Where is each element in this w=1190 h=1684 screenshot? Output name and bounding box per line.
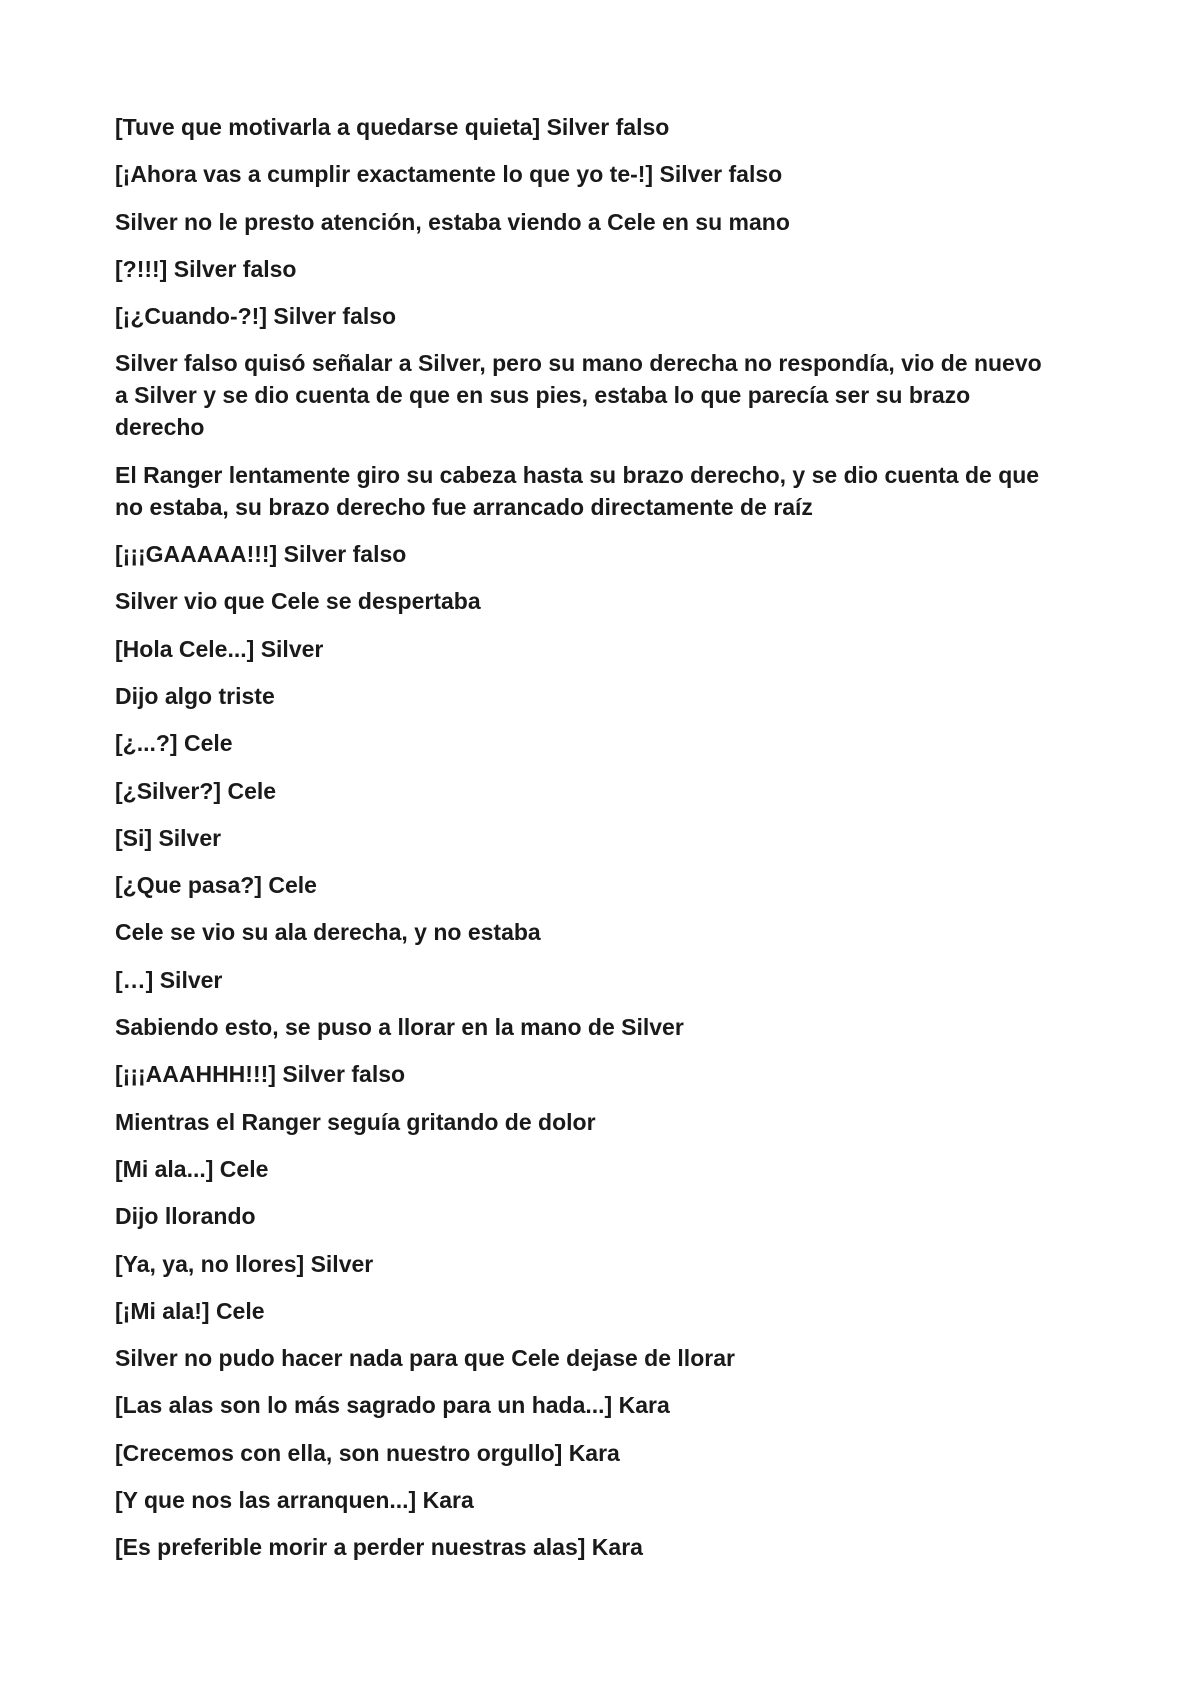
paragraph: El Ranger lentamente giro su cabeza hasta su brazo derecho, y se dio cuenta de que no estaba, su brazo derecho fue arrancado directamente de raíz: [115, 461, 1040, 520]
paragraph: [¿Que pasa?] Cele: [115, 872, 317, 899]
paragraph: […] Silver: [115, 966, 223, 993]
paragraph: [¡Ahora vas a cumplir exactamente lo que yo te-!] Silver falso: [115, 161, 783, 188]
paragraph: Mientras el Ranger seguía gritando de dolor: [115, 1108, 596, 1135]
paragraph: Silver no le presto atención, estaba viendo a Cele en su mano: [115, 208, 790, 235]
paragraph: [Las alas son lo más sagrado para un hada...] Kara: [115, 1392, 670, 1419]
paragraph: Cele se vio su ala derecha, y no estaba: [115, 919, 541, 946]
paragraph: [Mi ala...] Cele: [115, 1155, 269, 1182]
paragraph: [Es preferible morir a perder nuestras alas] Kara: [115, 1534, 643, 1561]
paragraph: Silver no pudo hacer nada para que Cele dejase de llorar: [115, 1345, 735, 1372]
paragraph: Dijo algo triste: [115, 682, 275, 709]
paragraph: Sabiendo esto, se puso a llorar en la mano de Silver: [115, 1014, 684, 1041]
paragraph: [¡¿Cuando-?!] Silver falso: [115, 303, 397, 330]
paragraph: [¡Mi ala!] Cele: [115, 1297, 265, 1324]
paragraph: [Ya, ya, no llores] Silver: [115, 1250, 374, 1277]
document-body: [115, 111, 1050, 1579]
paragraph: [Y que nos las arranquen...] Kara: [115, 1487, 474, 1514]
paragraph: Dijo llorando: [115, 1203, 256, 1230]
paragraph: [Si] Silver: [115, 824, 222, 851]
paragraph: [?!!!] Silver falso: [115, 255, 297, 282]
paragraph: [Crecemos con ella, son nuestro orgullo] Kara: [115, 1439, 620, 1466]
paragraph: Silver vio que Cele se despertaba: [115, 588, 481, 615]
paragraph: [¡¡¡AAAHHH!!!] Silver falso: [115, 1061, 406, 1088]
paragraph: [Tuve que motivarla a quedarse quieta] Silver falso: [115, 114, 670, 140]
paragraph: [¿...?] Cele: [115, 730, 233, 757]
paragraph: Silver falso quisó señalar a Silver, pero su mano derecha no respondía, vio de nuevo a Silver y se dio cuenta de que en sus pies, estaba lo que parecía ser su brazo derecho: [115, 350, 1042, 441]
paragraph: [Hola Cele...] Silver: [115, 635, 324, 662]
paragraph: [¡¡¡GAAAAA!!!] Silver falso: [115, 541, 407, 568]
paragraph: [¿Silver?] Cele: [115, 777, 277, 804]
